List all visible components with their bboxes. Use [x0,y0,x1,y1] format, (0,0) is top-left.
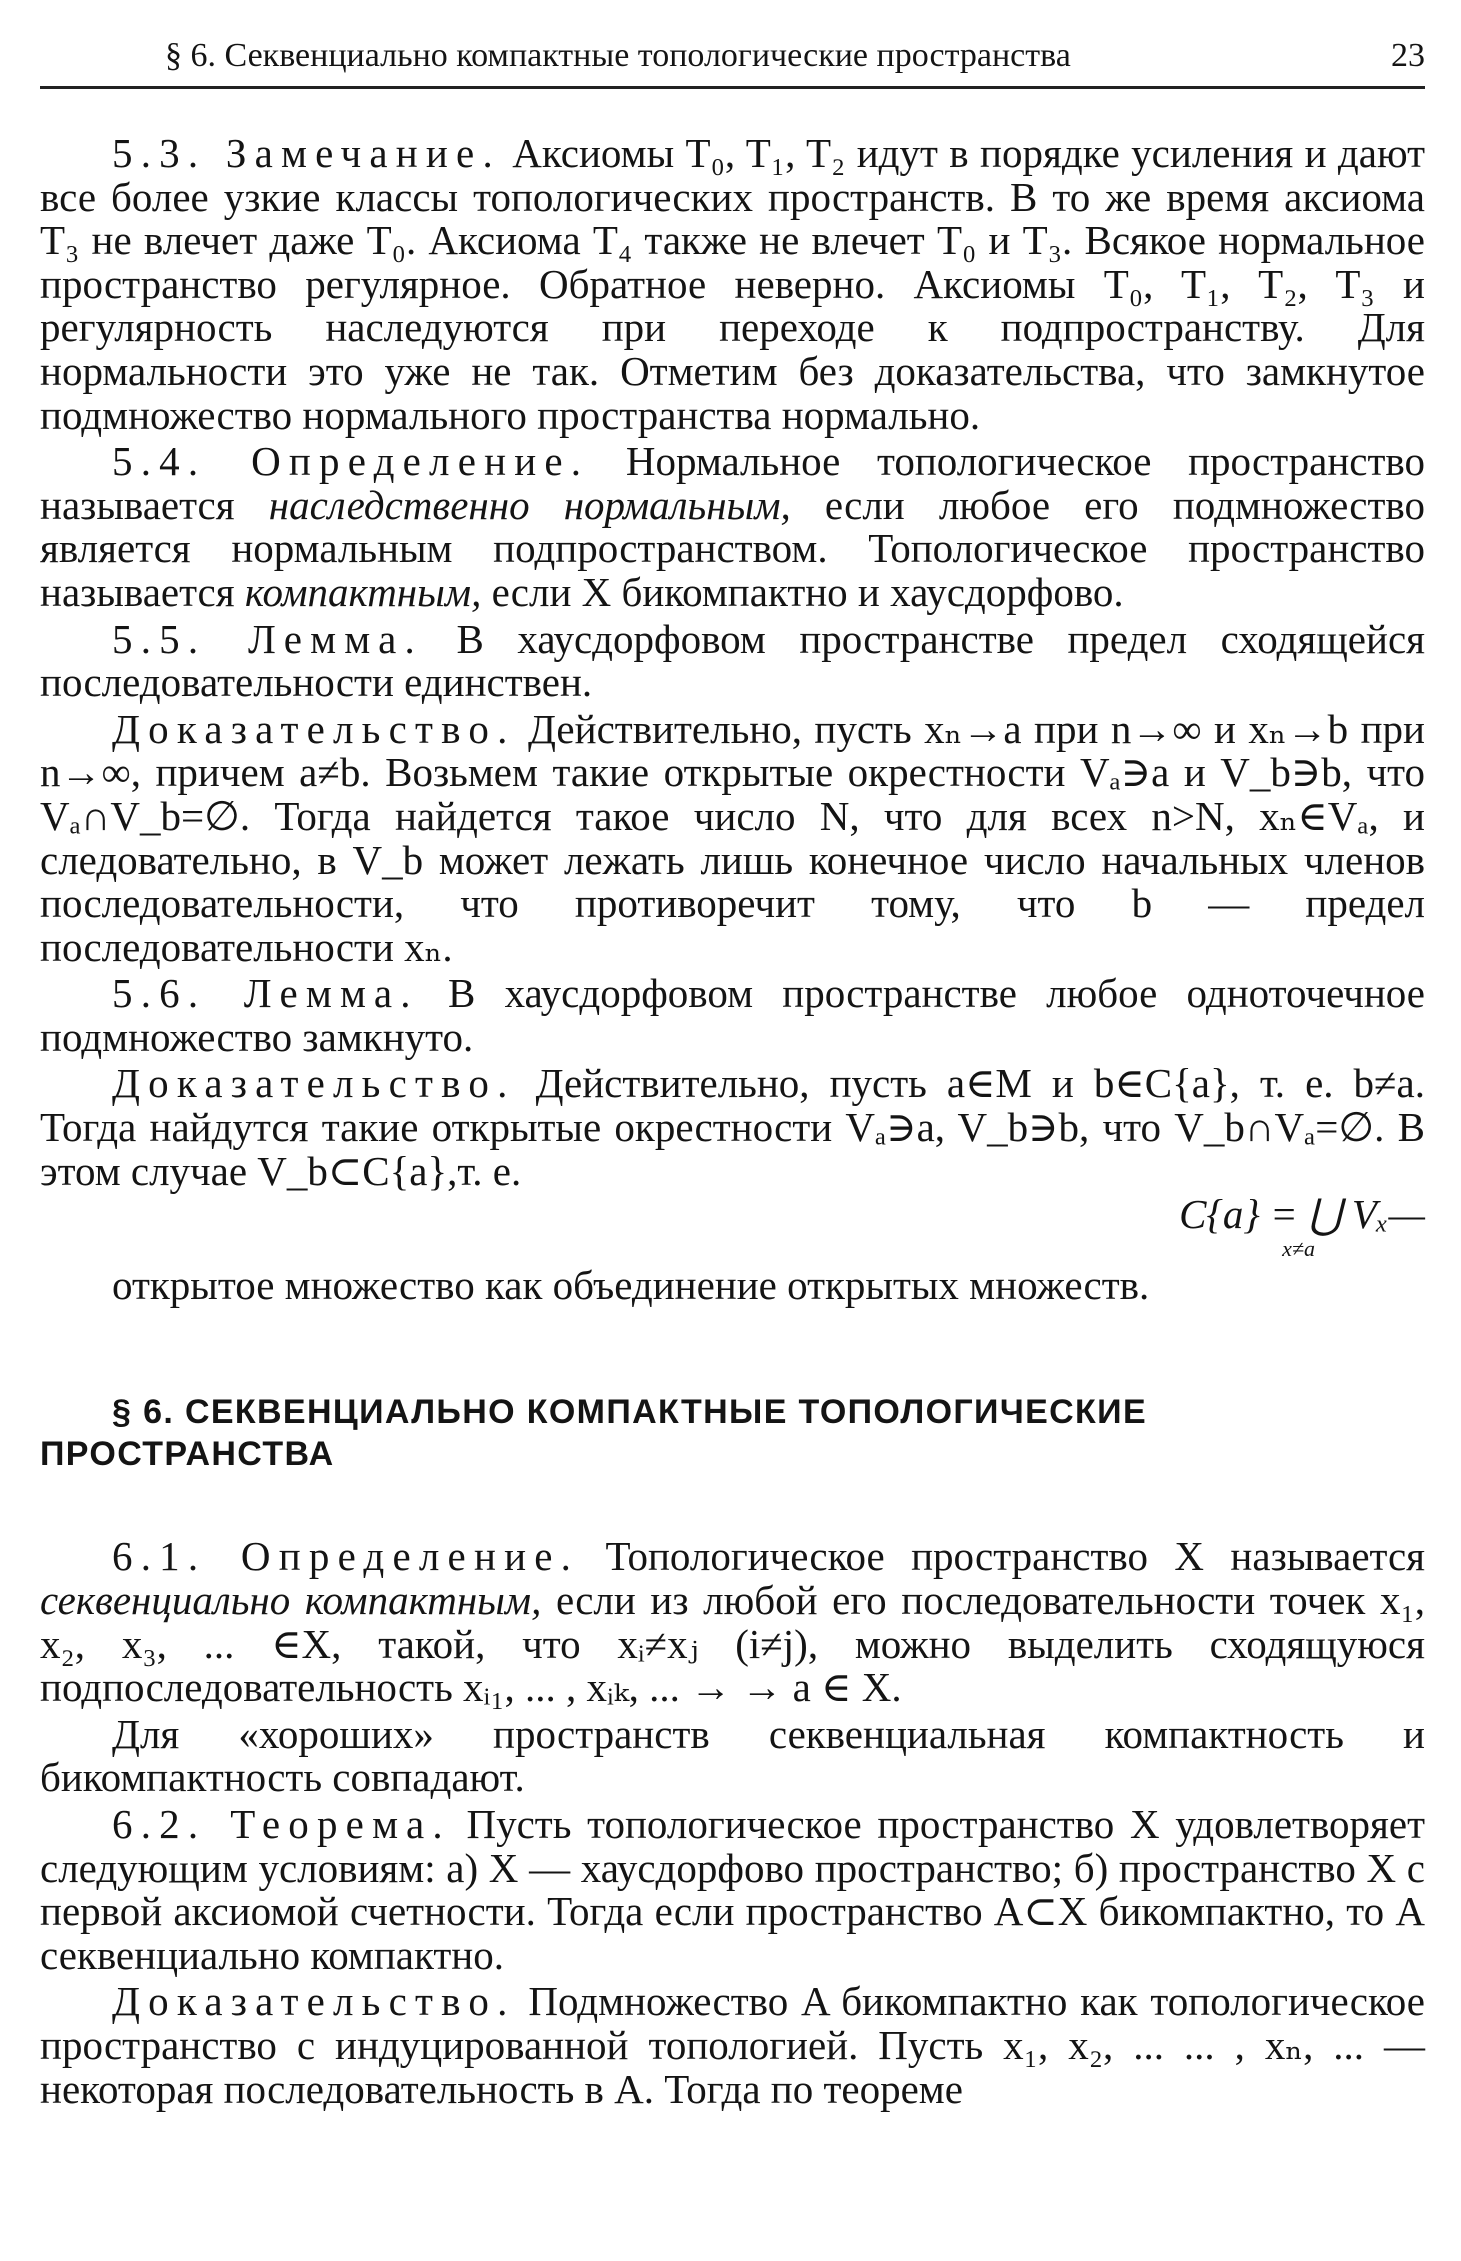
proof-5-5 [40,705,1425,970]
lemma-5-5-text: В хаусдорфовом пространстве предел сходящейся последовательности единствен. [40,615,1426,706]
proof-5-5-label: Доказательство. [112,705,516,752]
definition-6-1 [40,1535,1425,1709]
union-formula-index: x≠a [1282,1235,1315,1261]
definition-6-1-text-1: Топологическое пространство X называется [605,1533,1425,1580]
definition-5-4-term-2: компактным, [244,568,482,615]
definition-5-4-term-1: наследственно нормальным, [268,481,791,528]
proof-5-6-tail: открытое множество как объединение открытых множеств. [112,1261,1150,1308]
lemma-5-5-label: 5.5. Лемма. [112,615,423,662]
definition-5-4-text-3: если X бикомпактно и хаусдорфово. [491,568,1124,615]
definition-5-4 [40,440,1425,614]
proof-5-6 [40,1062,1425,1260]
running-header-title: § 6. Секвенциально компактные топологические пространства [165,37,1071,74]
proof-5-6-label: Доказательство. [112,1060,516,1107]
definition-6-1-term: секвенциально компактным, [40,1577,542,1624]
theorem-6-2 [40,1803,1425,1977]
lemma-5-6-label: 5.6. Лемма. [112,970,419,1017]
proof-6-2-label: Доказательство. [112,1978,516,2025]
remark-5-3-label: 5.3. Замечание. [112,130,501,176]
union-formula: C{a} = ⋃ Vₓ— [1179,1191,1425,1238]
theorem-6-2-text: Пусть топологическое пространство X удовлетворяет следующим условиям: а) X — хаусдорфово пространство; б) пространство X с первой аксиомой счетности. Тогда если пространство A⊂X бикомпактно, то A секвенциально компактно. [40,1801,1426,1978]
section-spacer-2 [40,1475,1425,1535]
proof-5-6-text: Действительно, пусть a∈M и b∈C{a}, т. е. b≠a. Тогда найдутся такие открытые окрестности Vₐ∋a, V_b∋b, что V_b∩Vₐ=∅. В этом случае V_b⊂C{a},т. е. [40,1060,1426,1194]
definition-5-4-text-2: если любое его подмножество является нормальным подпространством. Топологическое пространство называется [40,481,1426,615]
theorem-6-2-label: 6.2. Теорема. [112,1801,451,1847]
section-spacer [40,1307,1425,1391]
proof-6-2-text: Подмножество A бикомпактно как топологическое пространство с индуцированной топологией. Пусть x₁, x₂, ... ... , xₙ, ... —некоторая последовательность в A. Тогда по теореме [40,1978,1425,2112]
lemma-5-6-text: В хаусдорфовом пространстве любое одноточечное подмножество замкнуто. [40,970,1426,1060]
page-body [40,132,1425,2111]
proof-6-2 [40,1980,1425,2111]
remark-5-3-text: Аксиомы T₀, T₁, T₂ идут в порядке усиления и дают все более узкие классы топологических пространств. В то же время аксиома T₃ не влечет даже T₀. Аксиома T₄ также не влечет T₀ и T₃. Всякое нормальное пространство регулярное. Обратное неверно. Аксиомы T₀, T₁, T₂, T₃ и регулярность наследуются при переходе к подпространству. Для нормальности это уже не так. Отметим без доказательства, что замкнутое подмножество нормального пространства нормально. [40,130,1425,438]
header-rule [40,86,1425,89]
lemma-5-6 [40,972,1425,1059]
section-6-heading: § 6. СЕКВЕНЦИАЛЬНО КОМПАКТНЫЕ ТОПОЛОГИЧЕСКИЕ ПРОСТРАНСТВА [40,1393,1147,1474]
page-number: 23 [1391,37,1425,74]
lemma-5-5 [40,615,1426,706]
definition-6-1-text-2: если из любой его последовательности точек x₁, x₂, x₃, ... ∈X, такой, что xᵢ≠xⱼ (i≠j), можно выделить сходящуюся подпоследовательность xᵢ₁, ... , xᵢₖ, ... → → a ∈ X. [40,1577,1425,1711]
definition-6-1-label: 6.1. Определение. [112,1533,580,1580]
proof-5-5-text: Действительно, пусть xₙ→a при n→∞ и xₙ→b при n→∞, причем a≠b. Возьмем такие открытые окрестности Vₐ∋a и V_b∋b, что Vₐ∩V_b=∅. Тогда найдется такое число N, что для всех n>N, xₙ∈Vₐ, и следовательно, в V_b может лежать лишь конечное число начальных членов последовательности, что противоречит тому, что b — предел последовательности xₙ. [40,705,1425,970]
remark-5-3 [40,132,1425,437]
note-6-1: Для «хороших» пространств секвенциальная компактность и бикомпактность совпадают. [40,1710,1425,1801]
definition-5-4-label: 5.4. Определение. [112,438,590,485]
definition-5-4-text-1: Нормальное топологическое пространство называется [40,438,1426,528]
